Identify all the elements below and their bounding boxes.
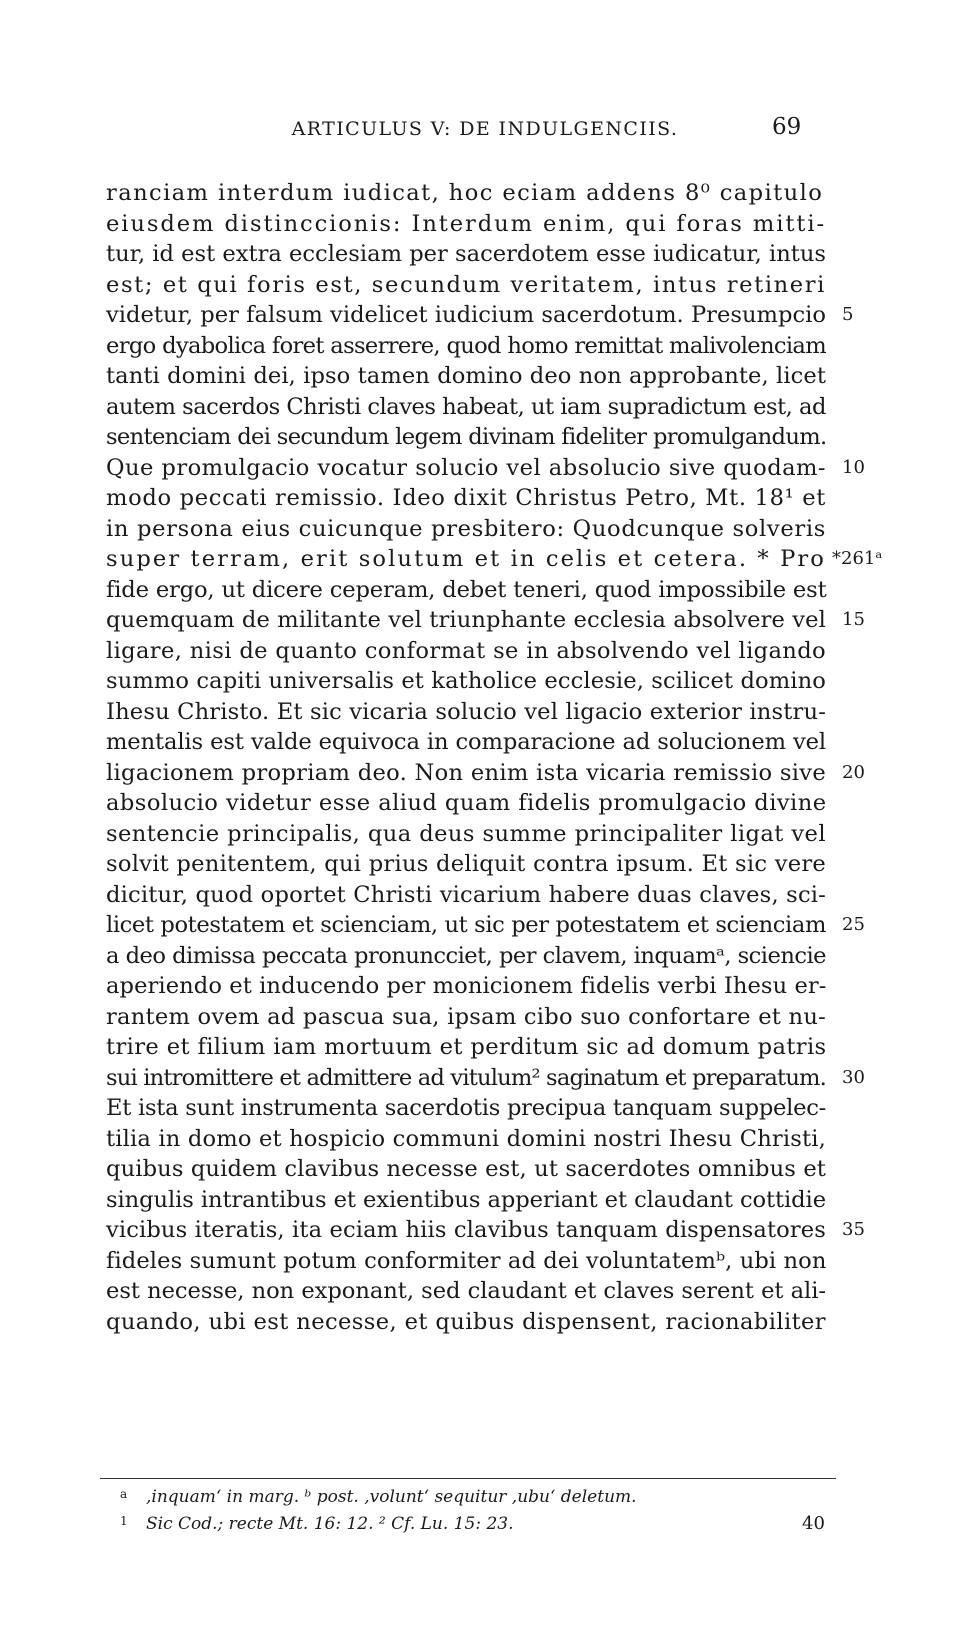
text-line (106, 422, 826, 453)
line-text: ranciam interdum iudicat, hoc eciam addens 8⁰ capitulo (106, 180, 824, 206)
text-line (106, 1032, 826, 1063)
line-text: rantem ovem ad pascua sua, ipsam cibo suo confortare et nu- (106, 1003, 826, 1030)
text-line (106, 727, 826, 758)
line-text: mentalis est valde equivoca in comparacione ad solucionem vel (106, 729, 826, 755)
text-line (106, 1154, 826, 1185)
footnote-text: ,inquam‘ in marg. ᵇ post. ,volunt‘ sequitur ,ubu‘ deletum. (146, 1487, 637, 1507)
line-number: 20 (842, 761, 865, 783)
line-text: trire et filium iam mortuum et perditum sic ad domum patris (106, 1034, 827, 1060)
text-line (106, 788, 826, 819)
text-line (106, 636, 826, 667)
line-text: quando, ubi est necesse, et quibus dispensent, racionabiliter (106, 1308, 826, 1335)
text-line (106, 178, 826, 209)
text-line (106, 575, 826, 606)
text-line (106, 239, 826, 270)
text-line (106, 666, 826, 697)
text-line (106, 605, 865, 636)
line-text: tilia in domo et hospicio communi domini nostri Ihesu Christi, (106, 1125, 826, 1152)
line-text: fide ergo, ut dicere ceperam, debet teneri, quod impossibile est (106, 576, 827, 603)
page-number: 69 (772, 114, 802, 140)
footnote-text: Sic Cod.; recte Mt. 16: 12. ² Cf. Lu. 15: 23. (146, 1514, 514, 1534)
text-line (106, 453, 865, 484)
footnote-line-number: 40 (802, 1513, 825, 1534)
line-text: singulis intrantibus et exientibus apperiant et claudant cottidie (106, 1186, 826, 1213)
line-text: fideles sumunt potum conformiter ad dei voluntatemᵇ, ubi non (106, 1247, 827, 1274)
line-number: *261ᵃ (832, 548, 883, 569)
line-text: quibus quidem clavibus necesse est, ut sacerdotes omnibus et (106, 1156, 826, 1182)
line-text: est necesse, non exponant, sed claudant et claves serent et ali- (106, 1278, 826, 1304)
line-text: Que promulgacio vocatur solucio vel absolucio sive quodam- (106, 454, 826, 481)
footnote (120, 1484, 840, 1511)
text-line (106, 544, 883, 575)
text-line (106, 1093, 826, 1124)
footnote-mark: 1 (120, 1514, 128, 1528)
line-text: modo peccati remissio. Ideo dixit Christus Petro, Mt. 18¹ et (106, 485, 826, 511)
line-text: autem sacerdos Christi claves habeat, ut iam supradictum est, ad (106, 393, 826, 420)
text-line (106, 849, 826, 880)
line-text: Et ista sunt instrumenta sacerdotis precipua tanquam suppelec- (106, 1095, 826, 1121)
text-line (106, 361, 826, 392)
line-number: 15 (842, 609, 865, 630)
text-line (106, 483, 826, 514)
text-line (106, 331, 826, 362)
line-text: tur, id est extra ecclesiam per sacerdotem esse iudicatur, intus (106, 241, 826, 267)
text-line (106, 1246, 826, 1277)
footnote-rule (100, 1478, 836, 1479)
line-text: quemquam de militante vel triunphante ecclesia absolvere vel (106, 607, 826, 633)
footnote (120, 1511, 840, 1538)
line-text: Ihesu Christo. Et sic vicaria solucio vel ligacio exterior instru- (106, 698, 826, 725)
line-text: vicibus iteratis, ita eciam hiis clavibus tanquam dispensatores (106, 1217, 826, 1243)
line-number: 30 (842, 1066, 865, 1088)
text-line (106, 514, 826, 545)
line-text: a deo dimissa peccata pronuncciet, per clavem, inquamᵃ, sciencie (106, 942, 826, 969)
text-line (106, 209, 826, 240)
line-text: aperiendo et inducendo per monicionem fidelis verbi Ihesu er- (106, 973, 827, 999)
line-text: ergo dyabolica foret asserrere, quod homo remittat malivolenciam (106, 332, 826, 359)
line-number: 5 (842, 304, 854, 325)
text-line (106, 1307, 826, 1338)
line-text: summo capiti universalis et katholice ecclesie, scilicet domino (106, 668, 826, 694)
text-line (106, 971, 826, 1002)
line-text: videtur, per falsum videlicet iudicium sacerdotum. Presumpcio (106, 302, 826, 328)
line-text: absolucio videtur esse aliud quam fidelis promulgacio divine (106, 790, 827, 816)
line-text: sentenciam dei secundum legem divinam fideliter promulgandum. (106, 424, 827, 450)
line-number: 35 (842, 1219, 865, 1240)
line-number: 25 (842, 914, 865, 935)
running-title: ARTICULUS V: DE INDULGENCIIS. (291, 118, 679, 140)
footnote-mark: a (120, 1487, 128, 1501)
text-line (106, 1002, 826, 1033)
line-text: eiusdem distinccionis: Interdum enim, qui foras mitti- (106, 210, 826, 237)
text-line (106, 1124, 826, 1155)
line-text: ligare, nisi de quanto conformat se in absolvendo vel ligando (106, 637, 826, 664)
text-line (106, 270, 826, 301)
text-line (106, 300, 854, 331)
text-line (106, 1276, 826, 1307)
footnotes (120, 1484, 840, 1538)
line-text: ligacionem propriam deo. Non enim ista vicaria remissio sive (106, 759, 826, 786)
text-line (106, 392, 826, 423)
text-line (106, 697, 826, 728)
line-text: in persona eius cuicunque presbitero: Quodcunque solveris (106, 515, 826, 542)
line-number: 10 (842, 456, 865, 478)
line-text: est; et qui foris est, secundum veritatem, intus retineri (106, 271, 826, 298)
line-text: sui intromittere et admittere ad vitulum² saginatum et preparatum. (106, 1064, 827, 1091)
text-line (106, 758, 865, 789)
text-line (106, 1215, 865, 1246)
text-line (106, 1063, 865, 1094)
text-line (106, 880, 826, 911)
text-line (106, 941, 826, 972)
line-text: solvit penitentem, qui prius deliquit contra ipsum. Et sic vere (106, 851, 826, 877)
text-line (106, 819, 826, 850)
text-line (106, 1185, 826, 1216)
line-text: tanti domini dei, ipso tamen domino deo non approbante, licet (106, 363, 826, 389)
line-text: super terram, erit solutum et in celis et cetera. * Pro (106, 546, 826, 572)
line-text: sentencie principalis, qua deus summe principaliter ligat vel (106, 820, 826, 847)
line-text: dicitur, quod oportet Christi vicarium habere duas claves, sci- (106, 881, 826, 908)
body-text (106, 178, 883, 1337)
text-line (106, 910, 865, 941)
line-text: licet potestatem et scienciam, ut sic per potestatem et scienciam (106, 912, 826, 938)
